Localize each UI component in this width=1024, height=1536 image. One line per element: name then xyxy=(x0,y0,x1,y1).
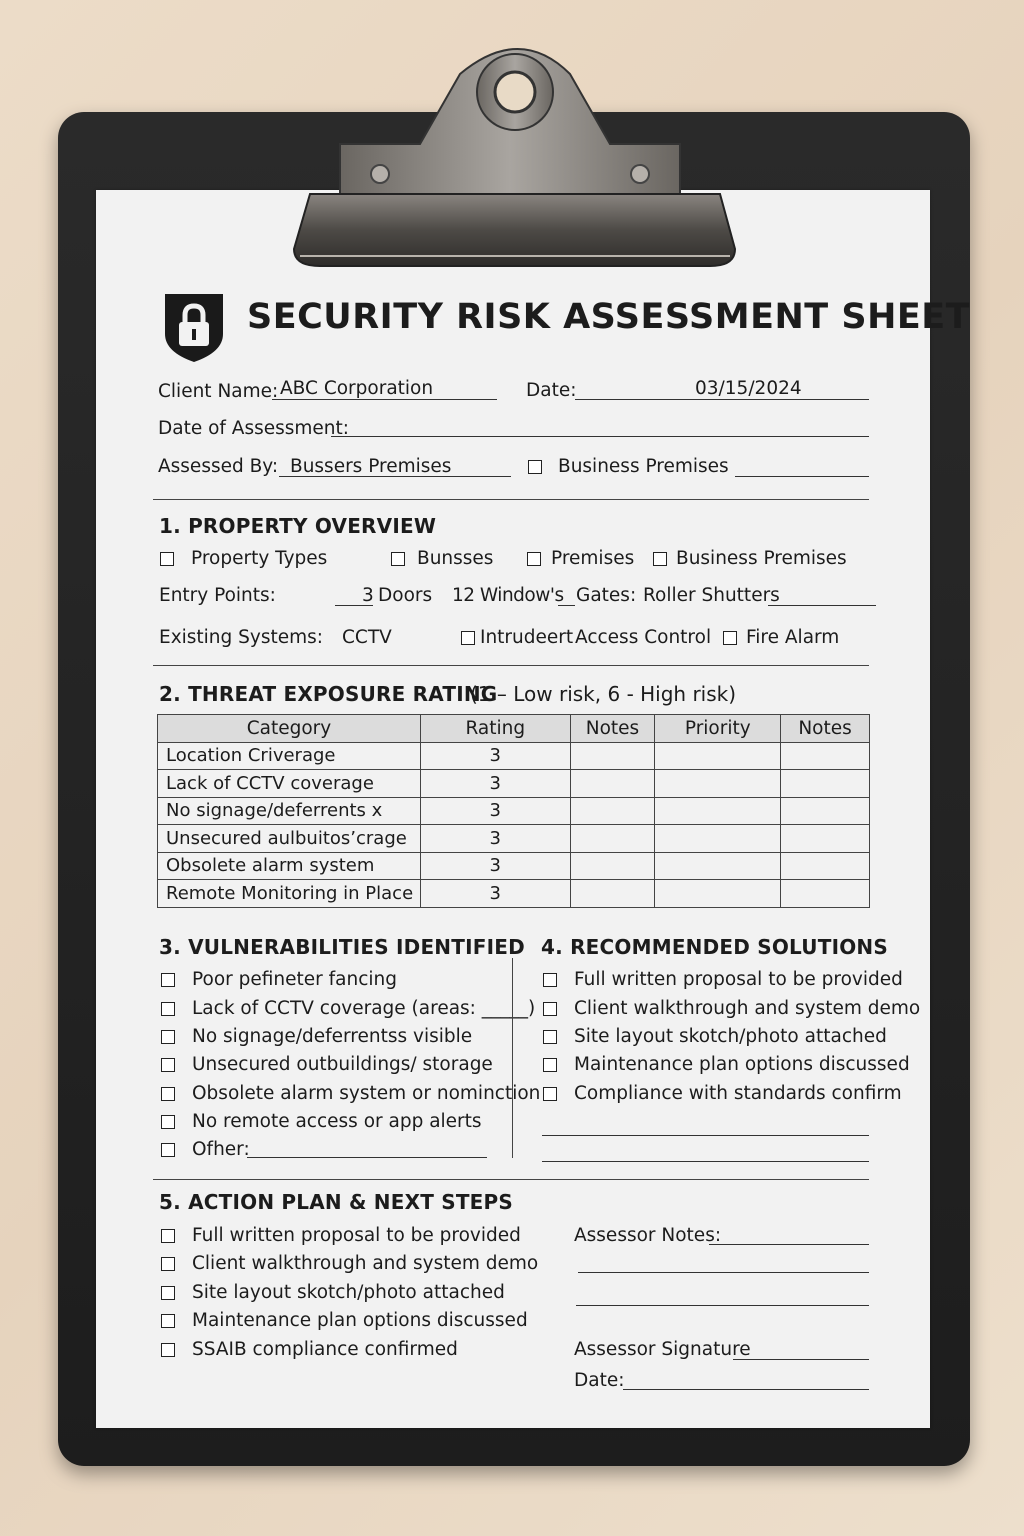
action-checkbox[interactable] xyxy=(161,1229,175,1243)
category-cell: Unsecured aulbuitos’crage xyxy=(158,825,421,853)
vulnerability-item: Ofher: xyxy=(192,1139,250,1160)
rating-cell[interactable]: 3 xyxy=(420,880,570,908)
business-premises-type-label: Business Premises xyxy=(676,548,847,569)
date-field[interactable]: 03/15/2024 xyxy=(695,378,802,399)
clipboard-clip-icon xyxy=(290,34,740,274)
solution-checkbox[interactable] xyxy=(543,1058,557,1072)
table-row xyxy=(158,797,870,825)
vulnerability-checkbox[interactable] xyxy=(161,1058,175,1072)
bunsses-label: Bunsses xyxy=(417,548,494,569)
assessed-by-field[interactable]: Bussers Premises xyxy=(290,456,452,477)
rating-cell[interactable]: 3 xyxy=(420,770,570,798)
roller-shutters-field[interactable] xyxy=(768,605,876,606)
solution-extra-field[interactable] xyxy=(542,1161,869,1162)
notes-cell[interactable] xyxy=(570,880,655,908)
table-header-row xyxy=(158,715,870,743)
table-row xyxy=(158,880,870,908)
client-name-field[interactable]: ABC Corporation xyxy=(280,378,434,399)
table-row xyxy=(158,825,870,853)
priority-cell[interactable] xyxy=(655,852,781,880)
assessor-notes-field[interactable] xyxy=(709,1244,869,1245)
date-of-assessment-field[interactable] xyxy=(331,436,869,437)
solution-checkbox[interactable] xyxy=(543,1002,557,1016)
business-premises-field[interactable] xyxy=(735,476,869,477)
fire-alarm-label: Fire Alarm xyxy=(746,627,840,648)
notes-cell[interactable] xyxy=(781,770,870,798)
action-item: SSAIB compliance confirmed xyxy=(192,1339,458,1360)
windows-label: 12 Window's xyxy=(452,585,564,606)
solution-checkbox[interactable] xyxy=(543,1030,557,1044)
action-checkbox[interactable] xyxy=(161,1343,175,1357)
solution-extra-field[interactable] xyxy=(542,1135,869,1136)
category-cell: Obsolete alarm system xyxy=(158,852,421,880)
priority-cell[interactable] xyxy=(655,825,781,853)
premises-checkbox[interactable] xyxy=(527,552,541,566)
table-row xyxy=(158,742,870,770)
assessor-notes-field[interactable] xyxy=(576,1305,869,1306)
rating-cell[interactable]: 3 xyxy=(420,825,570,853)
notes-cell[interactable] xyxy=(570,825,655,853)
vulnerability-checkbox[interactable] xyxy=(161,1087,175,1101)
signature-date-label: Date: xyxy=(574,1370,625,1391)
priority-cell[interactable] xyxy=(655,880,781,908)
column-header: Notes xyxy=(570,715,655,743)
notes-cell[interactable] xyxy=(781,880,870,908)
action-checkbox[interactable] xyxy=(161,1286,175,1300)
category-cell: Lack of CCTV coverage xyxy=(158,770,421,798)
divider xyxy=(153,665,869,666)
notes-cell[interactable] xyxy=(781,797,870,825)
date-label: Date: xyxy=(526,380,577,401)
priority-cell[interactable] xyxy=(655,742,781,770)
premises-label: Premises xyxy=(551,548,635,569)
priority-cell[interactable] xyxy=(655,797,781,825)
entry-points-label: Entry Points: xyxy=(159,585,276,606)
notes-cell[interactable] xyxy=(781,825,870,853)
action-item: Full written proposal to be provided xyxy=(192,1225,521,1246)
column-divider xyxy=(512,958,513,1158)
roller-shutters-label: Roller Shutters xyxy=(643,585,780,606)
solution-item: Site layout skotch/photo attached xyxy=(574,1026,887,1047)
notes-cell[interactable] xyxy=(781,742,870,770)
notes-cell[interactable] xyxy=(570,770,655,798)
access-control-label: Access Control xyxy=(575,627,712,648)
assessor-signature-label: Assessor Signature xyxy=(574,1339,751,1360)
rating-scale: (1 – Low risk, 6 - High risk) xyxy=(470,682,737,706)
doors-count-field[interactable]: 3 xyxy=(362,585,374,606)
solution-checkbox[interactable] xyxy=(543,1087,557,1101)
vulnerability-checkbox[interactable] xyxy=(161,1115,175,1129)
doors-label: Doors xyxy=(378,585,433,606)
column-header: Priority xyxy=(655,715,781,743)
notes-cell[interactable] xyxy=(570,742,655,770)
fire-alarm-checkbox[interactable] xyxy=(723,631,737,645)
table-row xyxy=(158,852,870,880)
bunsses-checkbox[interactable] xyxy=(391,552,405,566)
column-header: Rating xyxy=(420,715,570,743)
action-item: Client walkthrough and system demo xyxy=(192,1253,539,1274)
vulnerability-checkbox[interactable] xyxy=(161,973,175,987)
vulnerability-item: Poor pefineter fancing xyxy=(192,969,397,990)
threat-rating-table xyxy=(157,714,870,908)
business-premises-checkbox[interactable] xyxy=(528,460,542,474)
vulnerability-checkbox[interactable] xyxy=(161,1143,175,1157)
table-row xyxy=(158,770,870,798)
notes-cell[interactable] xyxy=(570,797,655,825)
signature-date-field[interactable] xyxy=(623,1389,869,1390)
existing-systems-label: Existing Systems: xyxy=(159,627,324,648)
section-4-heading: 4. RECOMMENDED SOLUTIONS xyxy=(541,935,888,959)
vulnerability-checkbox[interactable] xyxy=(161,1030,175,1044)
vulnerability-item: Unsecured outbuildings/ storage xyxy=(192,1054,493,1075)
action-item: Maintenance plan options discussed xyxy=(192,1310,528,1331)
page-title: SECURITY RISK ASSESSMENT SHEET xyxy=(247,297,971,337)
business-premises-label: Business Premises xyxy=(558,456,729,477)
action-checkbox[interactable] xyxy=(161,1314,175,1328)
solution-item: Compliance with standards confirm xyxy=(574,1083,902,1104)
vulnerability-item: No signage/deferrentss visible xyxy=(192,1026,473,1047)
category-cell: Remote Monitoring in Place xyxy=(158,880,421,908)
divider xyxy=(153,1179,869,1180)
rating-cell[interactable]: 3 xyxy=(420,852,570,880)
solution-checkbox[interactable] xyxy=(543,973,557,987)
section-5-heading: 5. ACTION PLAN & NEXT STEPS xyxy=(159,1190,514,1214)
vulnerability-item: No remote access or app alerts xyxy=(192,1111,482,1132)
solution-item: Client walkthrough and system demo xyxy=(574,998,921,1019)
assessor-signature-field[interactable] xyxy=(733,1359,869,1360)
column-header: Notes xyxy=(781,715,870,743)
rating-cell[interactable]: 3 xyxy=(420,742,570,770)
vulnerability-item: Lack of CCTV coverage (areas: _____) xyxy=(192,998,536,1019)
notes-cell[interactable] xyxy=(781,852,870,880)
vulnerability-checkbox[interactable] xyxy=(161,1002,175,1016)
section-1-heading: 1. PROPERTY OVERVIEW xyxy=(159,514,437,538)
notes-cell[interactable] xyxy=(570,852,655,880)
action-checkbox[interactable] xyxy=(161,1257,175,1271)
date-of-assessment-label: Date of Assessment: xyxy=(158,418,350,439)
shield-lock-icon xyxy=(159,290,229,364)
column-header: Category xyxy=(158,715,421,743)
business-premises-type-checkbox[interactable] xyxy=(653,552,667,566)
property-types-label: Property Types xyxy=(191,548,328,569)
priority-cell[interactable] xyxy=(655,770,781,798)
solution-item: Full written proposal to be provided xyxy=(574,969,903,990)
rating-cell[interactable]: 3 xyxy=(420,797,570,825)
client-name-label: Client Name: xyxy=(158,381,279,402)
gates-field[interactable] xyxy=(558,605,575,606)
assessor-notes-label: Assessor Notes: xyxy=(574,1225,722,1246)
other-field[interactable] xyxy=(247,1157,487,1158)
action-item: Site layout skotch/photo attached xyxy=(192,1282,505,1303)
category-cell: Location Criverage xyxy=(158,742,421,770)
cctv-label: CCTV xyxy=(342,627,392,648)
assessed-by-label: Assessed By: xyxy=(158,456,279,477)
solution-item: Maintenance plan options discussed xyxy=(574,1054,910,1075)
assessor-notes-field[interactable] xyxy=(578,1272,869,1273)
section-2-heading: 2. THREAT EXPOSURE RATING xyxy=(159,682,498,706)
section-3-heading: 3. VULNERABILITIES IDENTIFIED xyxy=(159,935,525,959)
gates-label: Gates: xyxy=(576,585,637,606)
category-cell: No signage/deferrents x xyxy=(158,797,421,825)
intruder-checkbox[interactable] xyxy=(461,631,475,645)
intruder-label: Intrudeert xyxy=(480,627,574,648)
vulnerability-item: Obsolete alarm system or nomincti​on xyxy=(192,1083,541,1104)
property-types-checkbox[interactable] xyxy=(160,552,174,566)
divider xyxy=(153,499,869,500)
